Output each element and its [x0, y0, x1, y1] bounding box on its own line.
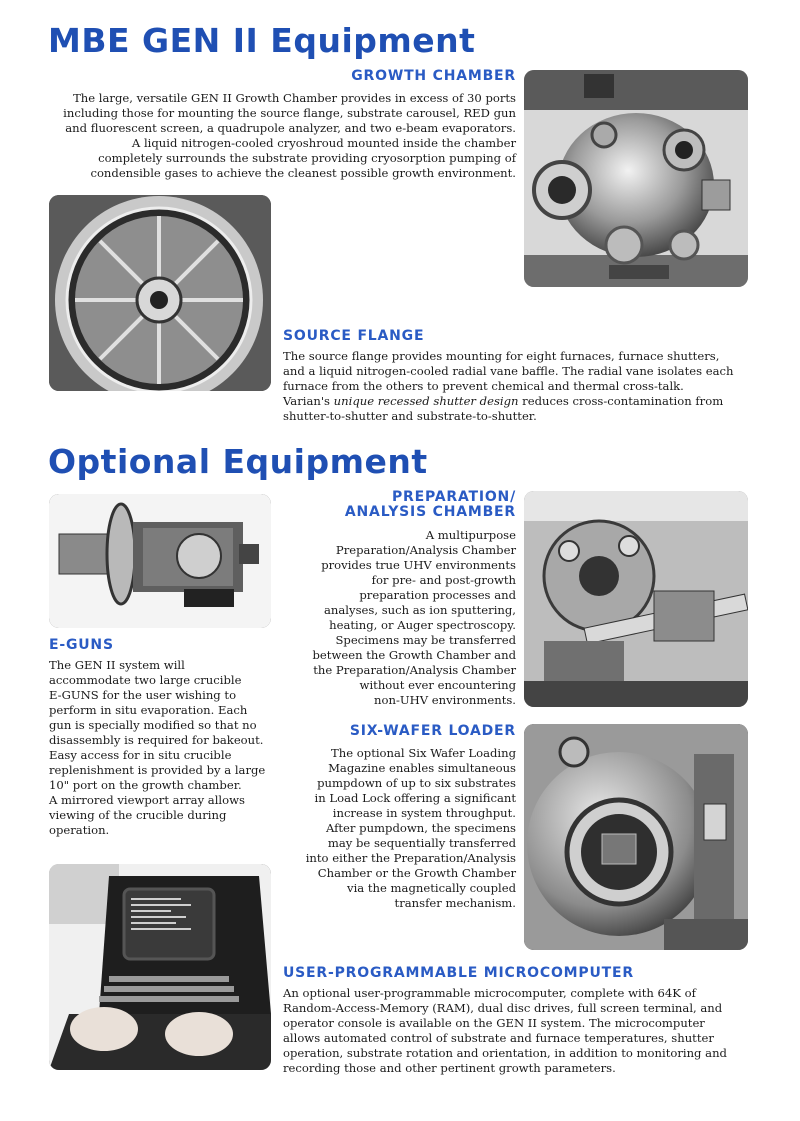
- microcomputer-title: USER-PROGRAMMABLE MICROCOMPUTER: [283, 965, 634, 981]
- text-line: The large, versatile GEN II Growth Chamber provides in excess of 30 ports: [73, 91, 516, 105]
- text-line: heating, or Auger spectroscopy.: [329, 618, 516, 632]
- optional-equipment-heading: Optional Equipment: [48, 442, 428, 481]
- wafer-loader-photo: [524, 724, 748, 950]
- text-line: analyses, such as ion sputtering,: [324, 603, 516, 617]
- text-line: viewing of the crucible during: [49, 808, 227, 822]
- text-line: provides true UHV environments: [321, 558, 516, 572]
- text-line: condensible gases to achieve the cleanest possible growth environment.: [90, 166, 516, 180]
- text-line: transfer mechanism.: [394, 896, 516, 910]
- title-line: ANALYSIS CHAMBER: [344, 503, 516, 520]
- text-line: and fluorescent screen, a quadrupole analyzer, and two e-beam evaporators.: [65, 121, 516, 135]
- growth-chamber-text: [30, 91, 516, 181]
- growth-chamber-photo: [524, 70, 748, 287]
- text-line: Chamber or the Growth Chamber: [317, 866, 516, 880]
- text-span: reduces cross-contamination from: [518, 394, 724, 408]
- source-flange-text: [283, 349, 753, 424]
- microcomputer-text: [283, 986, 763, 1076]
- emphasis-text: unique recessed shutter design: [333, 394, 519, 408]
- text-line: Preparation/Analysis Chamber: [335, 543, 516, 557]
- text-span: Varian's: [283, 394, 334, 408]
- text-line: perform in situ evaporation. Each: [49, 703, 248, 717]
- prep-chamber-text: [290, 528, 516, 708]
- text-line: After pumpdown, the specimens: [325, 821, 516, 835]
- text-line: into either the Preparation/Analysis: [305, 851, 516, 865]
- text-line: operator console is available on the GEN II system. The microcomputer: [283, 1016, 705, 1030]
- text-line: Easy access for in situ crucible: [49, 748, 232, 762]
- text-line: preparation processes and: [359, 588, 516, 602]
- growth-chamber-title: GROWTH CHAMBER: [351, 68, 516, 84]
- text-line: replenishment is provided by a large: [49, 763, 266, 777]
- text-line: The optional Six Wafer Loading: [331, 746, 516, 760]
- wafer-loader-text: [280, 746, 516, 911]
- text-line: including those for mounting the source flange, substrate carousel, RED gun: [63, 106, 516, 120]
- e-guns-text: [49, 658, 289, 838]
- title-line: PREPARATION/: [391, 489, 516, 505]
- wafer-loader-title: SIX-WAFER LOADER: [349, 723, 516, 739]
- text-line: The GEN II system will: [49, 658, 185, 672]
- text-line: The source flange provides mounting for eight furnaces, furnace shutters,: [283, 349, 720, 363]
- source-flange-title: SOURCE FLANGE: [283, 328, 425, 344]
- e-guns-title: E-GUNS: [49, 637, 114, 653]
- text-line: for pre- and post-growth: [371, 573, 516, 587]
- text-line: Magazine enables simultaneous: [328, 761, 516, 775]
- text-line: [283, 394, 753, 409]
- text-line: in Load Lock offering a significant: [314, 791, 516, 805]
- text-line: between the Growth Chamber and: [312, 648, 516, 662]
- text-line: pumpdown of up to six substrates: [317, 776, 516, 790]
- e-gun-photo: [49, 494, 271, 628]
- text-line: the Preparation/Analysis Chamber: [313, 663, 516, 677]
- text-line: A liquid nitrogen-cooled cryoshroud mounted inside the chamber: [131, 136, 516, 150]
- text-line: may be sequentially transferred: [327, 836, 516, 850]
- text-line: Specimens may be transferred: [335, 633, 516, 647]
- prep-chamber-title: [300, 490, 516, 519]
- text-line: via the magnetically coupled: [347, 881, 516, 895]
- text-line: A mirrored viewport array allows: [49, 793, 245, 807]
- text-line: An optional user-programmable microcomputer, complete with 64K of: [283, 986, 696, 1000]
- text-line: operation.: [49, 823, 110, 837]
- text-line: non-UHV environments.: [374, 693, 516, 707]
- text-line: gun is specially modified so that no: [49, 718, 257, 732]
- text-line: accommodate two large crucible: [49, 673, 242, 687]
- text-line: without ever encountering: [359, 678, 516, 692]
- text-line: shutter-to-shutter and substrate-to-shutter.: [283, 409, 537, 423]
- text-line: recording those and other pertinent growth parameters.: [283, 1061, 616, 1075]
- prep-chamber-photo: [524, 491, 748, 707]
- page-title: MBE GEN II Equipment: [48, 21, 476, 60]
- text-line: Random-Access-Memory (RAM), dual disc drives, full screen terminal, and: [283, 1001, 723, 1015]
- text-line: operation, substrate rotation and orientation, in addition to monitoring and: [283, 1046, 727, 1060]
- text-line: A multipurpose: [425, 528, 516, 542]
- text-line: disassembly is required for bakeout.: [49, 733, 264, 747]
- text-line: completely surrounds the substrate providing cryosorption pumping of: [98, 151, 516, 165]
- text-line: furnace from the others to prevent chemical and thermal cross-talk.: [283, 379, 684, 393]
- microcomputer-photo: [49, 864, 271, 1070]
- text-line: increase in system throughput.: [332, 806, 516, 820]
- text-line: E-GUNS for the user wishing to: [49, 688, 237, 702]
- text-line: and a liquid nitrogen-cooled radial vane baffle. The radial vane isolates each: [283, 364, 734, 378]
- text-line: allows automated control of substrate and furnace temperatures, shutter: [283, 1031, 714, 1045]
- text-line: 10" port on the growth chamber.: [49, 778, 242, 792]
- source-flange-photo: [49, 195, 271, 391]
